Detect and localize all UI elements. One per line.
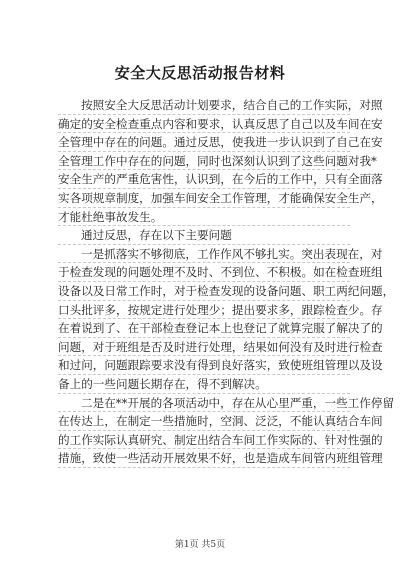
text-line: 按照安全大反思活动计划要求，结合自己的工作实际，对照 bbox=[58, 96, 350, 115]
text-line: 安全生产的严重危害性，认识到，在今后的工作中，只有全面落 bbox=[58, 170, 350, 189]
text-line: 的工作实际认真研究、制定出结合车间工作实际的、针对性强的 bbox=[58, 431, 350, 450]
paragraph-4 bbox=[58, 394, 395, 468]
text-line: 全管理中存在的问题。通过反思，使我进一步认识到了自己在安 bbox=[58, 133, 350, 152]
text-line: 设备以及日常工作时，对于检查发现的设备问题、职工两纪问题， bbox=[58, 282, 350, 301]
text-line: 备上的一些问题长期存在，得不到解决。 bbox=[58, 375, 350, 394]
text-line: 实各项规章制度，加强车间安全工作管理，才能确保安全生产， bbox=[58, 189, 350, 208]
page-footer: 第1页 共5页 bbox=[174, 540, 226, 550]
text-line: 才能杜绝事故发生。 bbox=[58, 208, 350, 227]
text-line: 于检查发现的问题处理不及时、不到位、不积极。如在检查班组 bbox=[58, 263, 350, 282]
text-line: 全管理工作中存在的问题，同时也深刻认识到了这些问题对我* bbox=[58, 152, 350, 171]
text-line: 二是在**开展的各项活动中，存在从心里严重，一些工作停留 bbox=[58, 394, 350, 413]
document-title: 安全大反思活动报告材料 bbox=[114, 64, 286, 82]
paragraph-1 bbox=[58, 96, 383, 226]
text-line: 在着说到了、在干部检查登记本上也登记了就算完服了解决了的 bbox=[58, 319, 350, 338]
paragraph-2 bbox=[58, 226, 350, 245]
paragraph-3 bbox=[58, 245, 395, 394]
document-body bbox=[58, 96, 395, 468]
text-line: 确定的安全检查重点内容和要求，认真反思了自己以及车间在安 bbox=[58, 115, 350, 134]
text-line: 问题，对于班组是否及时进行处理，结果如何没有及时进行检查 bbox=[58, 338, 350, 357]
text-line: 口头批评多，按规定进行处理少；提出要求多，跟踪检查少。存 bbox=[58, 301, 350, 320]
text-line: 和过问，问题跟踪要求没有得到良好落实，致使班组管理以及设 bbox=[58, 356, 350, 375]
text-line: 一是抓落实不够彻底，工作作风不够扎实。突出表现在，对 bbox=[58, 245, 350, 264]
text-line: 措施，致使一些活动开展效果不好，也是造成车间管内班组管理 bbox=[58, 449, 350, 468]
text-line: 通过反思，存在以下主要问题 bbox=[58, 226, 350, 245]
text-line: 在传达上，在制定一些措施时，空洞、泛泛，不能认真结合车间 bbox=[58, 412, 350, 431]
